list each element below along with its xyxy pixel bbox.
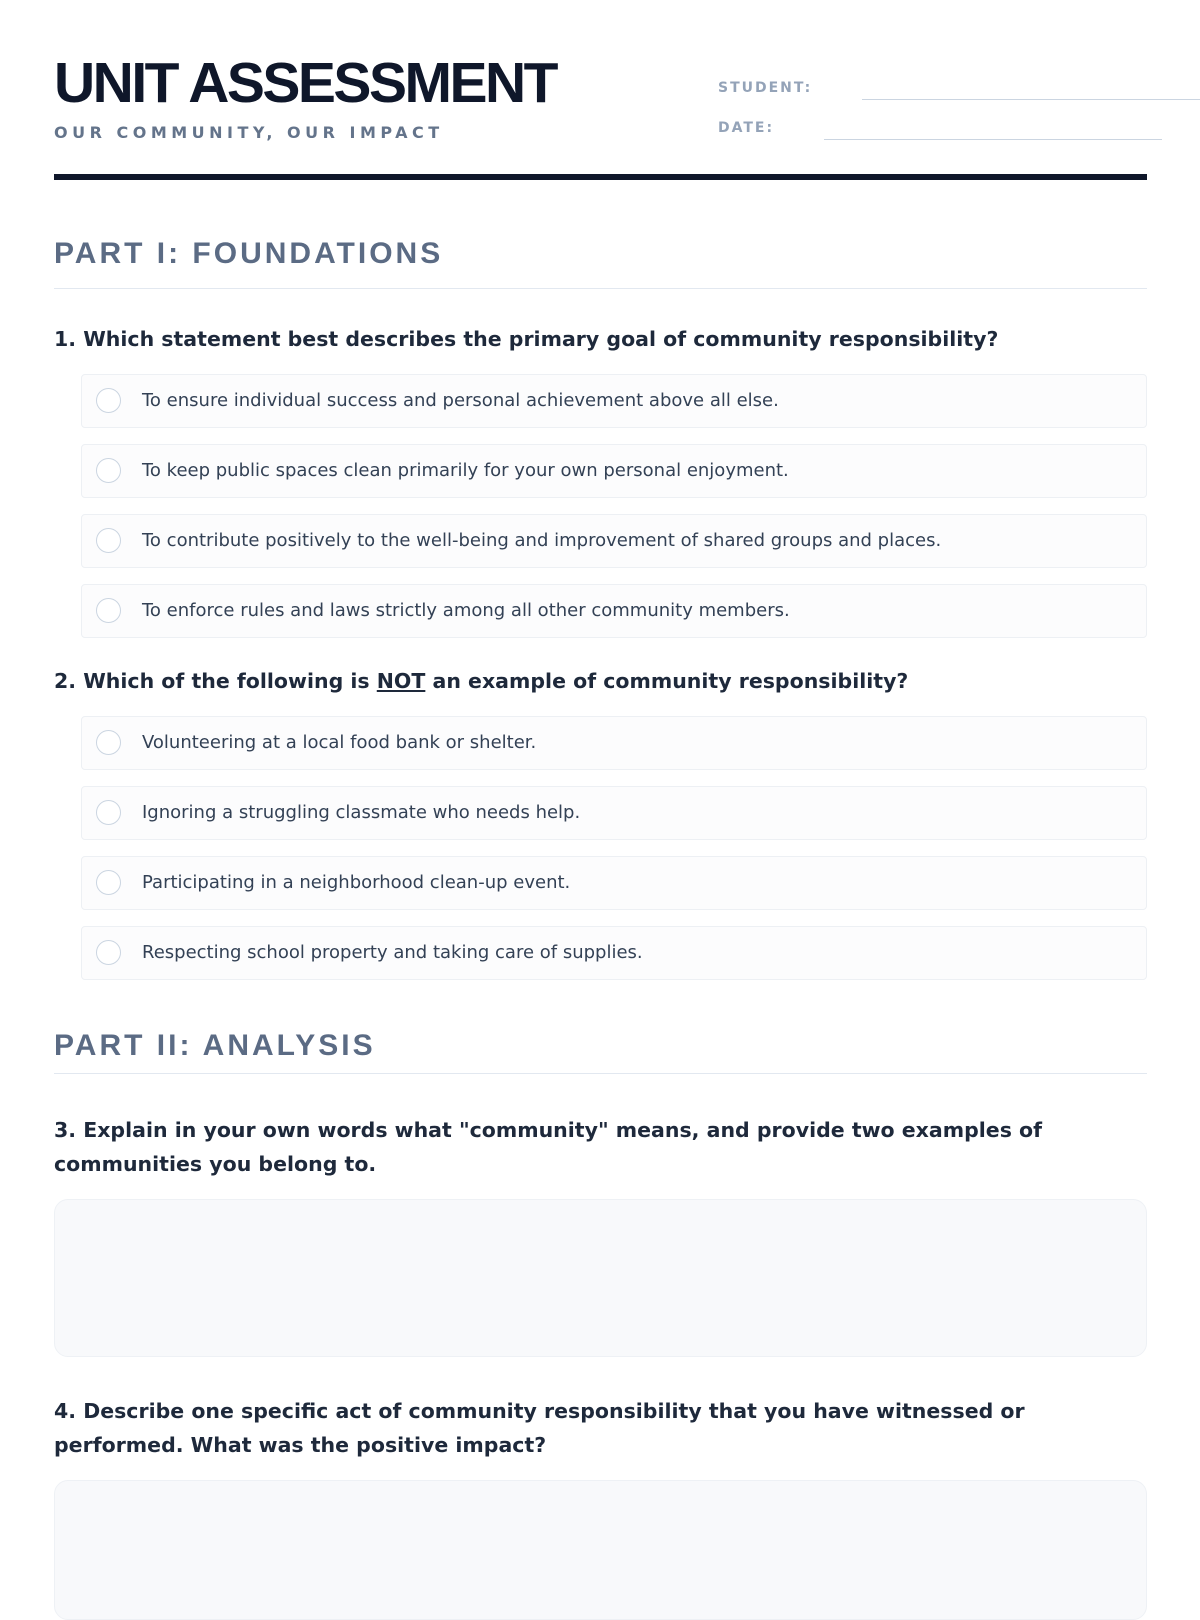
student-field[interactable] (718, 80, 1200, 104)
question-3-answer-box[interactable] (54, 1199, 1147, 1357)
part-2-title: PART II: ANALYSIS (54, 1029, 376, 1062)
page-subtitle: OUR COMMUNITY, OUR IMPACT (54, 123, 444, 142)
part-1-heading (54, 236, 1147, 289)
radio-button[interactable] (96, 458, 121, 483)
question-2 (54, 664, 1147, 698)
question-4-answer-box[interactable] (54, 1480, 1147, 1620)
option-label: Respecting school property and taking care of supplies. (142, 942, 643, 963)
student-label: STUDENT: (718, 80, 813, 96)
question-4: 4. Describe one specific act of community responsibility that you have witnessed or performed. What was the positive impact? (54, 1399, 1025, 1457)
part-1-title: PART I: FOUNDATIONS (54, 237, 444, 270)
question-3: 3. Explain in your own words what "community" means, and provide two examples of communities you belong to. (54, 1118, 1043, 1176)
date-line[interactable] (824, 139, 1162, 140)
question-2-option-c[interactable] (81, 856, 1147, 910)
option-label: To keep public spaces clean primarily for your own personal enjoyment. (142, 460, 789, 481)
question-2-emphasis: NOT (376, 669, 426, 693)
question-2-option-d[interactable] (81, 926, 1147, 980)
question-2-text-end: an example of community responsibility? (425, 669, 909, 693)
radio-button[interactable] (96, 528, 121, 553)
question-1-option-c[interactable] (81, 514, 1147, 568)
question-2-text-start: 2. Which of the following is (54, 669, 377, 693)
question-1-options (81, 374, 1147, 638)
radio-button[interactable] (96, 388, 121, 413)
date-field[interactable] (718, 120, 1163, 144)
assessment-header (54, 0, 1147, 181)
option-label: To contribute positively to the well-being and improvement of shared groups and places. (142, 530, 942, 551)
page-title: UNIT ASSESSMENT (54, 51, 556, 115)
question-2-option-b[interactable] (81, 786, 1147, 840)
option-label: To enforce rules and laws strictly among all other community members. (142, 600, 790, 621)
part-2-heading (54, 1028, 1147, 1074)
option-label: Ignoring a struggling classmate who needs help. (142, 802, 581, 823)
option-label: Volunteering at a local food bank or shelter. (142, 732, 537, 753)
student-name-line[interactable] (862, 99, 1200, 100)
option-label: To ensure individual success and personal achievement above all else. (142, 390, 779, 411)
radio-button[interactable] (96, 598, 121, 623)
assessment-page (54, 0, 1147, 1620)
question-1-option-d[interactable] (81, 584, 1147, 638)
question-1: 1. Which statement best describes the primary goal of community responsibility? (54, 327, 999, 351)
date-label: DATE: (718, 120, 775, 136)
radio-button[interactable] (96, 800, 121, 825)
header-divider (54, 174, 1147, 180)
question-1-option-a[interactable] (81, 374, 1147, 428)
question-2-option-a[interactable] (81, 716, 1147, 770)
radio-button[interactable] (96, 870, 121, 895)
option-label: Participating in a neighborhood clean-up event. (142, 872, 571, 893)
question-2-options (81, 716, 1147, 980)
radio-button[interactable] (96, 730, 121, 755)
radio-button[interactable] (96, 940, 121, 965)
question-1-option-b[interactable] (81, 444, 1147, 498)
